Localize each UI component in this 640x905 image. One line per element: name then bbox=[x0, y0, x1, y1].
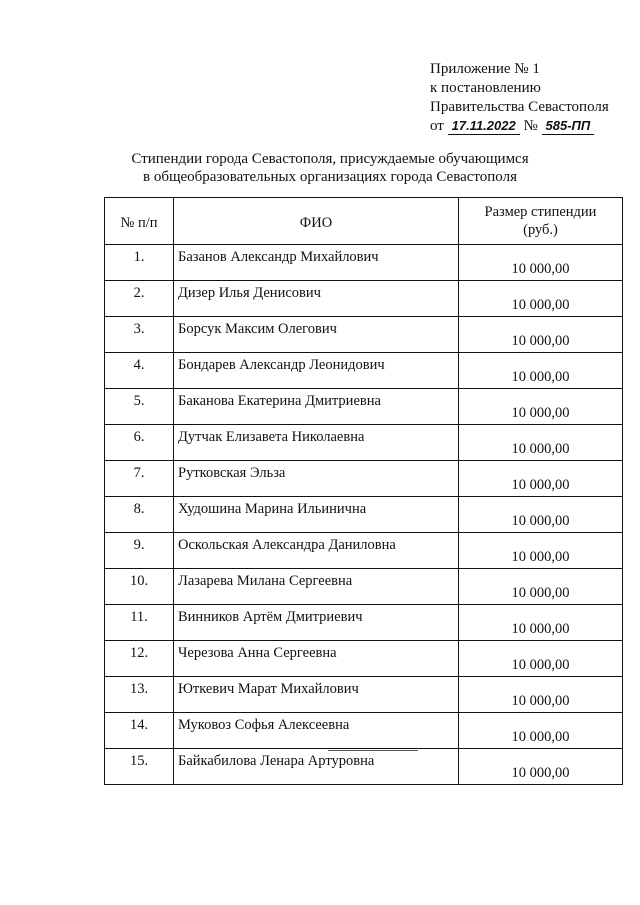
row-amount: 10 000,00 bbox=[459, 569, 623, 605]
row-name: Дутчак Елизавета Николаевна bbox=[174, 425, 459, 461]
table-row bbox=[105, 281, 623, 317]
row-number: 15. bbox=[105, 749, 174, 785]
row-amount: 10 000,00 bbox=[459, 677, 623, 713]
stipend-table bbox=[104, 197, 623, 785]
appendix-line-1: Приложение № 1 bbox=[430, 61, 540, 77]
row-number: 7. bbox=[105, 461, 174, 497]
header-amount-line-2: (руб.) bbox=[523, 222, 558, 238]
handwritten-date: 17.11.2022 bbox=[448, 118, 520, 135]
table-row bbox=[105, 497, 623, 533]
appendix-block bbox=[430, 60, 630, 136]
row-name: Оскольская Александра Даниловна bbox=[174, 533, 459, 569]
table-row bbox=[105, 389, 623, 425]
row-amount: 10 000,00 bbox=[459, 713, 623, 749]
row-number: 4. bbox=[105, 353, 174, 389]
row-name: Черезова Анна Сергеевна bbox=[174, 641, 459, 677]
table-row bbox=[105, 749, 623, 785]
title-line-1: Стипендии города Севастополя, присуждаемые обучающимся bbox=[131, 151, 529, 167]
row-name: Винников Артём Дмитриевич bbox=[174, 605, 459, 641]
row-number: 13. bbox=[105, 677, 174, 713]
table-row bbox=[105, 533, 623, 569]
row-name: Лазарева Милана Сергеевна bbox=[174, 569, 459, 605]
row-name: Байкабилова Ленара Артуровна bbox=[174, 749, 459, 785]
appendix-date-line bbox=[430, 117, 630, 136]
table-row bbox=[105, 677, 623, 713]
row-number: 8. bbox=[105, 497, 174, 533]
table-row bbox=[105, 569, 623, 605]
row-name: Баканова Екатерина Дмитриевна bbox=[174, 389, 459, 425]
row-number: 12. bbox=[105, 641, 174, 677]
handwritten-number: 585-ПП bbox=[542, 118, 595, 135]
table-row bbox=[105, 641, 623, 677]
header-amount bbox=[459, 198, 623, 245]
table-row bbox=[105, 605, 623, 641]
row-number: 14. bbox=[105, 713, 174, 749]
number-prefix: № bbox=[523, 118, 538, 134]
row-amount: 10 000,00 bbox=[459, 425, 623, 461]
closing-divider bbox=[328, 750, 418, 751]
row-name: Дизер Илья Денисович bbox=[174, 281, 459, 317]
row-number: 11. bbox=[105, 605, 174, 641]
row-number: 5. bbox=[105, 389, 174, 425]
row-amount: 10 000,00 bbox=[459, 461, 623, 497]
table-row bbox=[105, 425, 623, 461]
title-line-2: в общеобразовательных организациях города Севастополя bbox=[142, 169, 517, 185]
header-num: № п/п bbox=[105, 198, 174, 245]
row-name: Юткевич Марат Михайлович bbox=[174, 677, 459, 713]
row-amount: 10 000,00 bbox=[459, 245, 623, 281]
table-row bbox=[105, 317, 623, 353]
row-number: 1. bbox=[105, 245, 174, 281]
table-header-row bbox=[105, 198, 623, 245]
row-name: Худошина Марина Ильинична bbox=[174, 497, 459, 533]
table-row bbox=[105, 353, 623, 389]
table-row bbox=[105, 713, 623, 749]
row-name: Рутковская Эльза bbox=[174, 461, 459, 497]
row-name: Бондарев Александр Леонидович bbox=[174, 353, 459, 389]
row-number: 9. bbox=[105, 533, 174, 569]
row-number: 10. bbox=[105, 569, 174, 605]
header-name: ФИО bbox=[174, 198, 459, 245]
row-amount: 10 000,00 bbox=[459, 389, 623, 425]
appendix-line-2: к постановлению bbox=[430, 80, 541, 96]
table-row bbox=[105, 245, 623, 281]
row-amount: 10 000,00 bbox=[459, 353, 623, 389]
date-prefix: от bbox=[430, 118, 444, 134]
row-amount: 10 000,00 bbox=[459, 605, 623, 641]
row-amount: 10 000,00 bbox=[459, 641, 623, 677]
row-number: 2. bbox=[105, 281, 174, 317]
row-amount: 10 000,00 bbox=[459, 533, 623, 569]
row-amount: 10 000,00 bbox=[459, 497, 623, 533]
row-name: Муковоз Софья Алексеевна bbox=[174, 713, 459, 749]
table-row bbox=[105, 461, 623, 497]
row-amount: 10 000,00 bbox=[459, 317, 623, 353]
row-amount: 10 000,00 bbox=[459, 749, 623, 785]
row-amount: 10 000,00 bbox=[459, 281, 623, 317]
appendix-line-3: Правительства Севастополя bbox=[430, 99, 609, 115]
row-number: 6. bbox=[105, 425, 174, 461]
header-amount-line-1: Размер стипендии bbox=[484, 204, 597, 220]
row-name: Борсук Максим Олегович bbox=[174, 317, 459, 353]
row-name: Базанов Александр Михайлович bbox=[174, 245, 459, 281]
row-number: 3. bbox=[105, 317, 174, 353]
document-title bbox=[100, 150, 560, 186]
